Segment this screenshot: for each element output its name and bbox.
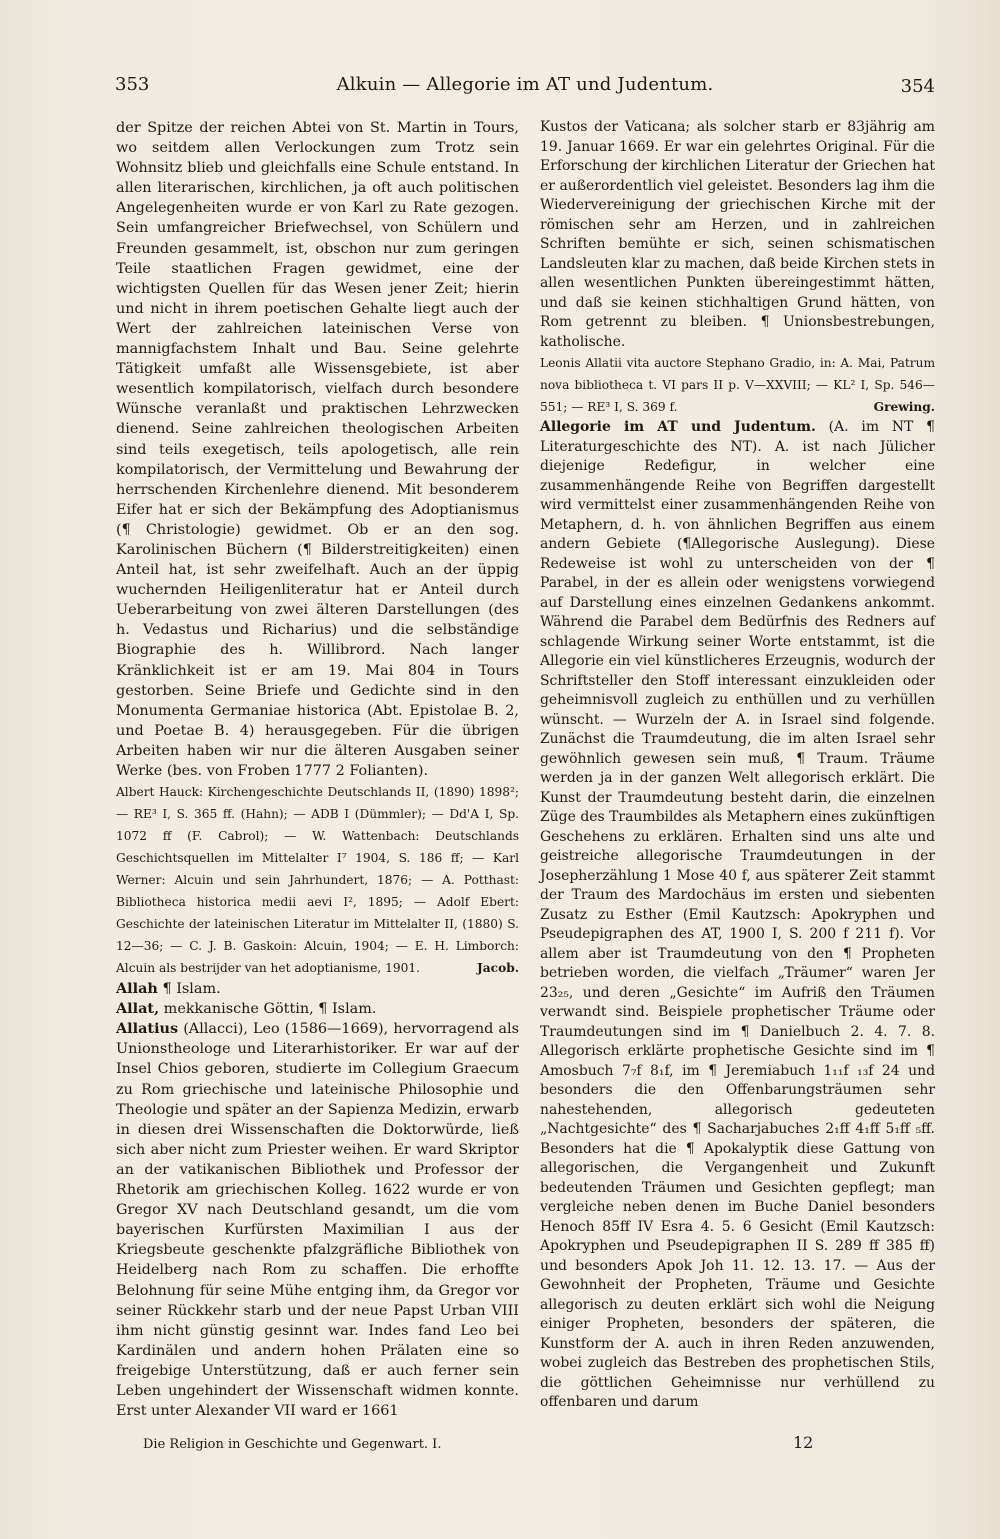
running-header: [115, 68, 935, 102]
allatius-references: [540, 352, 935, 418]
entry-allat: [116, 999, 519, 1019]
entry-allat-text: mekkanische Göttin, ¶ Islam.: [159, 1001, 377, 1018]
page-footer: [143, 1433, 903, 1457]
left-column: [116, 118, 519, 1421]
page-number-right: 354: [900, 76, 935, 97]
entry-allatius-text: (Allacci), Leo (1586—1669), hervorragend als Unionstheologe und Literarhistoriker. Er war auf der Insel Chios geboren, studierte im Collegium Graecum zu Rom griechische und lateinische Philosophie und Theologie und später an der Sapienza Medizin, erwarb in diesen drei Wissenschaften die Doktorwürde, ließ sich aber nicht zum Priester weihen. Er ward Skriptor an der vatikanischen Bibliothek und Professor der Rhetorik am griechischen Kolleg. 1622 wurde er von Gregor XV nach Deutschland gesandt, um die vom bayerischen Kurfürsten Maximilian I aus der Kriegsbeute geschenkte pfalzgräfliche Bibliothek von Heidelberg nach Rom zu schaffen. Die erhoffte Belohnung für seine Mühe entging ihm, da Gregor vor seiner Rückkehr starb und der neue Papst Urban VIII ihm nicht günstig gesinnt war. Indes fand Leo bei Kardinälen und andern hohen Prälaten eine so freigebige Unterstützung, daß er auch ferner sein Leben ungehindert der Wissenschaft widmen konnte. Erst unter Alexander VII ward er 1661: [116, 1021, 519, 1420]
entry-allegorie-text: (A. im NT ¶ Literaturgeschichte des NT). A. ist nach Jülicher diejenige Redefigur, in welcher eine zusammenhängende Reihe von Begriffen dargestellt wird vermittelst einer zusammenhängenden Reihe von Metaphern, d. h. von ähnlichen Begriffen aus einem andern Gebiete (¶Allegorische Auslegung). Diese Redeweise ist wohl zu unterscheiden von der ¶ Parabel, in der es allein oder wenigstens vorwiegend auf Darstellung eines einzelnen Gedankens ankommt. Während die Parabel dem Bedürfnis des Redners auf schlagende Wirkung seiner Worte entstammt, ist die Allegorie ein viel künstlicheres Erzeugnis, wodurch der Schriftsteller den Stoff interessant einzukleiden oder geheimnisvoll zugleich zu enthüllen und zu verhüllen wünscht. — Wurzeln der A. in Israel sind folgende. Zunächst die Traumdeutung, die im alten Israel sehr gewöhnlich gewesen sein muß, ¶ Traum. Träume werden ja in der ganzen Welt allegorisch erklärt. Die Kunst der Traumdeutung besteht darin, die einzelnen Züge des Traumbildes als Metaphern eines zukünftigen Geschehens zu erklären. Erhalten sind uns alte und geistreiche allegorische Traumdeutungen in der Josepherzählung 1 Mose 40 f, aus späterer Zeit stammt der Traum des Mardochäus im ersten und siebenten Zusatz zu Esther (Emil Kautzsch: Apokryphen und Pseudepigraphen des AT, 1900 I, S. 200 f 211 f). Vor allem aber ist Traumdeutung von den ¶ Propheten betrieben worden, die vielfach „Träumer“ waren Jer 23₂₅, und deren „Gesichte“ im Aufriß den Träumen verwandt sind. Beispiele prophetischer Träume oder Traumdeutungen sind im ¶ Danielbuch 2. 4. 7. 8. Allegorisch erklärte prophetische Gesichte sind im ¶ Amosbuch 7₇f 8₁f, im ¶ Jeremiabuch 1₁₁f ₁₃f 24 und besonders die den Offenbarungsträumen sehr nahestehenden, allegorisch gedeuteten „Nachtgesichte“ des ¶ Sacharjabuches 2₁ff 4₁ff 5₁ff ₅ff. Besonders hat die ¶ Apokalyptik diese Gattung von allegorischen, die Vergangenheit und Zukunft bedeutenden Träumen und Gesichten gepflegt; man vergleiche neben denen im Buche Daniel besonders Henoch 85ff IV Esra 4. 5. 6 Gesicht (Emil Kautzsch: Apokryphen und Pseudepigraphen II S. 289 ff 385 ff) und besonders Apok Joh 11. 12. 13. 17. — Aus der Gewohnheit der Propheten, Träume und Gesichte allegorisch zu deuten erklärt sich wohl die Neigung einiger Propheten, besonders der späteren, die Kunstform der A. auch in ihren Reden anzuwenden, wobei zugleich das Bestreben des prophetischen Stils, die göttlichen Geheimnisse nur verhüllend zu offenbaren und darum: [540, 419, 935, 1410]
allatius-continuation-paragraph: Kustos der Vaticana; als solcher starb er 83jährig am 19. Januar 1669. Er war ein gelehrtes Original. Für die Erforschung der kirchlichen Literatur der Griechen hat er außerordentlich viel geleistet. Besonders lag ihm die Wiedervereinigung der griechischen Kirche mit der römischen sehr am Herzen, und in zahlreichen Schriften bemühte er sich, seinen schismatischen Landsleuten klar zu machen, daß beide Kirchen stets in allen wesentlichen Punkten übereingestimmt hätten, und daß sie keinen stichhaltigen Grund hätten, von Rom getrennt zu bleiben. ¶ Unionsbestrebungen, katholische.: [540, 119, 935, 350]
publication-title: Die Religion in Geschichte und Gegenwart. I.: [143, 1437, 442, 1452]
entry-allatius: [116, 1019, 519, 1421]
entry-allah: [116, 979, 519, 999]
entry-allatius-headword: Allatius: [116, 1020, 179, 1038]
alkuin-references: [116, 781, 519, 979]
page-number-left: 353: [115, 74, 150, 95]
right-column: [540, 118, 935, 1413]
alkuin-continuation-paragraph: der Spitze der reichen Abtei von St. Martin in Tours, wo seitdem allen Verlockungen zum Trotz sein Wohnsitz blieb und gleichfalls eine Schule entstand. In allen literarischen, kirchlichen, ja oft auch politischen Angelegenheiten wurde er von Karl zu Rate gezogen. Sein umfangreicher Briefwechsel, von Schülern und Freunden gesammelt, ist, obschon nur zum geringen Teile staatlichen Fragen gewidmet, eine der wichtigsten Quellen für das Wesen jener Zeit; hierin und nicht in ihrem poetischen Gehalte liegt auch der Wert der zahlreichen lateinischen Verse von mannigfachstem Inhalt und Bau. Seine gelehrte Tätigkeit umfaßt alle Wissensgebiete, ist aber wesentlich kompilatorisch, vielfach durch besondere Wünsche veranlaßt und praktischen Lehrzwecken dienend. Seine zahlreichen theologischen Arbeiten sind teils exegetisch, teils apologetisch, alle rein kompilatorisch, der Vermittelung und Bewahrung der herrschenden Kirchenlehre dienend. Mit besonderem Eifer hat er sich der Bekämpfung des Adoptianismus (¶ Christologie) gewidmet. Ob er an den sog. Karolinischen Büchern (¶ Bilderstreitigkeiten) einen Anteil hat, ist sehr zweifelhaft. Auch an der üppig wuchernden Heiligenliteratur hat er Anteil durch Ueberarbeitung von zwei älteren Darstellungen (des h. Vedastus und Richarius) und die selbständige Biographie des h. Willibrord. Nach langer Kränklichkeit ist er am 19. Mai 804 in Tours gestorben. Seine Briefe und Gedichte sind in den Monumenta Germaniae historica (Abt. Epistolae B. 2, und Poetae B. 4) herausgegeben. Für die übrigen Arbeiten haben wir nur die älteren Ausgaben seiner Werke (bes. von Froben 1777 2 Folianten).: [116, 120, 519, 779]
allatius-author-signature: Grewing.: [873, 400, 935, 414]
allatius-reference-text: Leonis Allatii vita auctore Stephano Gradio, in: A. Mai, Patrum nova bibliotheca t. VI pars II p. V—XXVIII; — KL² I, Sp. 546—551; — RE³ I, S. 369 f.: [540, 356, 935, 414]
alkuin-reference-text: Albert Hauck: Kirchengeschichte Deutschlands II, (1890) 1898²; — RE³ I, S. 365 ff. (Hahn); — ADB I (Dümmler); — Dd'A I, Sp. 1072 ff (F. Cabrol); — W. Wattenbach: Deutschlands Geschichtsquellen im Mittelalter I⁷ 1904, S. 186 ff; — Karl Werner: Alcuin und sein Jahrhundert, 1876; — A. Potthast: Bibliotheca historica medii aevi I², 1895; — Adolf Ebert: Geschichte der lateinischen Literatur im Mittelalter II, (1880) S. 12—36; — C. J. B. Gaskoin: Alcuin, 1904; — E. H. Limborch: Alcuin als bestrijder van het adoptianisme, 1901.: [116, 785, 519, 976]
entry-allat-headword: Allat,: [116, 1000, 160, 1018]
entry-allegorie-headword: Allegorie im AT und Judentum.: [540, 419, 816, 435]
running-title: Alkuin — Allegorie im AT und Judentum.: [336, 74, 714, 95]
entry-allah-text: ¶ Islam.: [157, 981, 221, 998]
signature-mark: 12: [793, 1433, 814, 1452]
entry-allah-headword: Allah: [116, 980, 158, 998]
alkuin-author-signature: Jacob.: [477, 961, 519, 976]
entry-allegorie: [540, 418, 935, 1413]
